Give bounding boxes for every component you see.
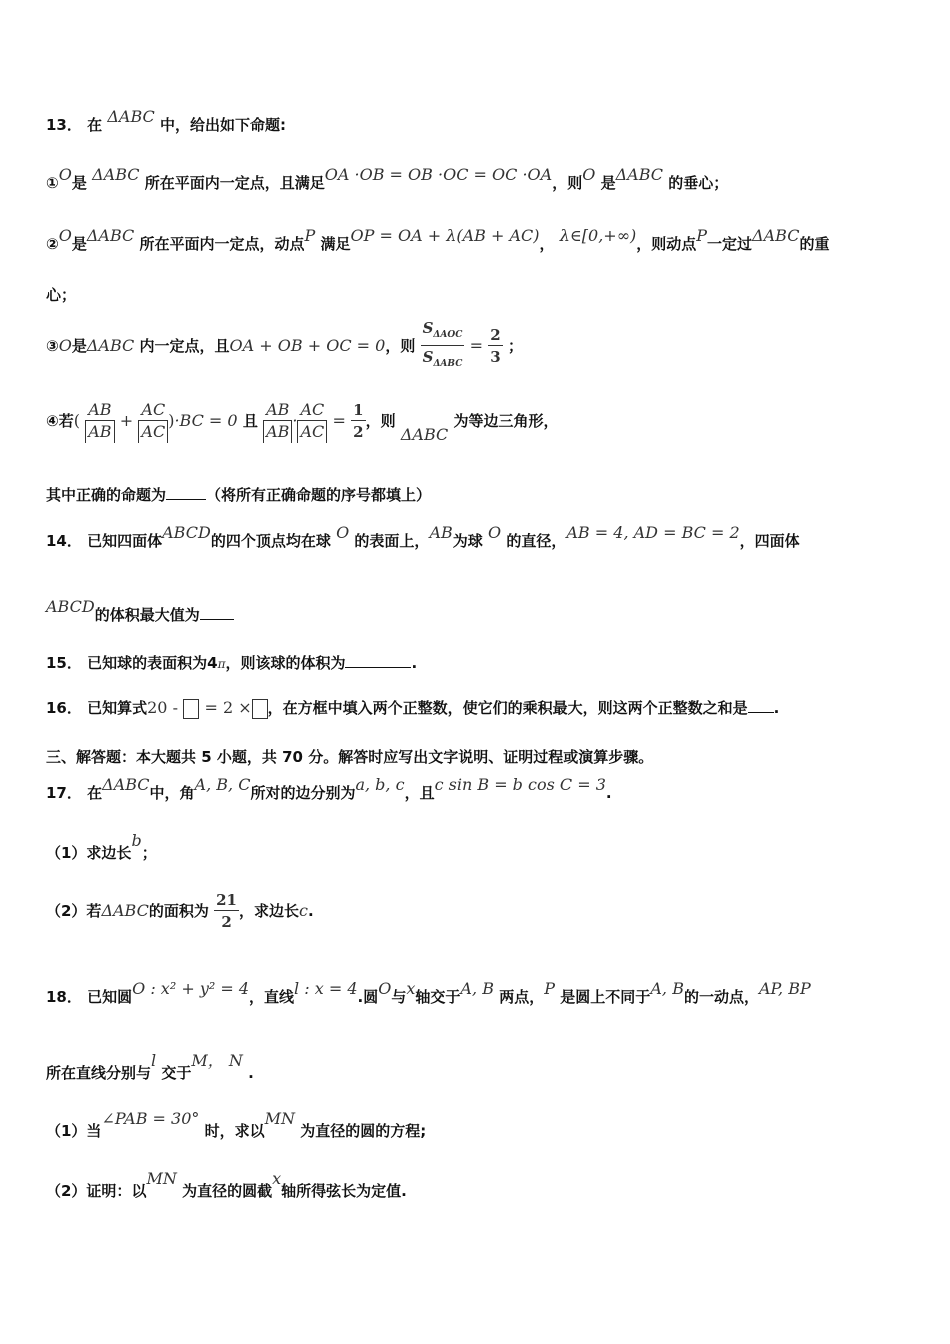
q17-sub-1: （1）求边长b； <box>46 831 157 862</box>
unit-vector-ac: $\frac{AC}{AC}$ <box>138 400 168 443</box>
unit-vector-ab: $\frac{AB}{AB}$ <box>85 400 114 443</box>
q16-stem: 16． 已知算式20 - = 2 × ，在方框中填入两个正整数，使它们的乘积最大，则这两个正整数之和是 . <box>46 698 780 717</box>
q17-sub-2: （2）若ΔABC的面积为 $\frac{21}{2}$ ，求边长c. <box>46 891 314 931</box>
question-number: 18． <box>46 988 82 1006</box>
q18-sub-1: （1）当∠PAB = 30° 时，求以MN 为直径的圆的方程; <box>46 1109 427 1140</box>
q13-proposition-1: ①O是 ΔABC 所在平面内一定点，且满足OA ·OB = OB ·OC = OC ·OA，则O 是ΔABC 的垂心； <box>46 165 729 192</box>
q17-stem: 17． 在ΔABC中，角A, B, C所对的边分别为a, b, c，且c sin B = b cos C = 3. <box>46 775 612 802</box>
q14-stem-cont: ABCD的体积最大值为 <box>46 604 234 625</box>
q18-sub-2: （2）证明：以MN 为直径的圆截x轴所得弦长为定值. <box>46 1169 407 1200</box>
blank-box-2 <box>252 699 268 719</box>
answer-blank <box>345 667 411 668</box>
q13-proposition-2-cont: 心； <box>46 286 77 304</box>
answer-blank <box>166 499 206 500</box>
q13-stem: 13． 在 ΔABC 中，给出如下命题: <box>46 107 286 134</box>
blank-box-1 <box>183 699 199 719</box>
q13-conclusion: 其中正确的命题为 （将所有正确命题的序号都填上） <box>46 486 432 504</box>
area-fraction: $\frac{21}{2}$ <box>216 891 237 931</box>
area-ratio-fraction: $\frac{S_{\Delta AOC}}{S_{\Delta ABC}}$ <box>422 319 463 369</box>
q14-stem: 14． 已知四面体ABCD的四个顶点均在球 O 的表面上，AB为球 O 的直径，AB = 4, AD = BC = 2，四面体 <box>46 523 800 550</box>
question-number: 17． <box>46 784 82 802</box>
q15-stem: 15． 已知球的表面积为4π，则该球的体积为 . <box>46 654 418 672</box>
unit-vector-ab-2: $\frac{AB}{AB}$ <box>263 400 292 443</box>
answer-blank <box>748 712 774 713</box>
question-number: 14． <box>46 532 82 550</box>
q18-stem-cont: 所在直线分别与l 交于M， N . <box>46 1051 254 1082</box>
half-fraction: $\frac{1}{2}$ <box>353 401 364 441</box>
question-number: 16． <box>46 699 82 717</box>
q18-stem: 18． 已知圆O : x² + y² = 4，直线l : x = 4.圆O与x轴交于A, B 两点，P 是圆上不同于A, B的一动点，AP, BP <box>46 979 811 1006</box>
two-thirds-fraction: $\frac{2}{3}$ <box>490 326 501 366</box>
answer-blank <box>200 619 234 620</box>
q13-proposition-4: ④若( $\frac{AB}{AB}$ + $\frac{AC}{AC}$ )·BC = 0 且 $\frac{AB}{AB}$ · $\frac{AC}{AC}$ = $\frac{1}{2}$ ，则 ΔABC 为等边三角形， <box>46 400 559 444</box>
unit-vector-ac-2: $\frac{AC}{AC}$ <box>297 400 327 443</box>
q13-proposition-2: ②O是ΔABC 所在平面内一定点，动点P 满足OP = OA + λ(AB + AC)， λ∈[0,+∞)，则动点P一定过ΔABC的重 <box>46 226 830 253</box>
question-number: 13． <box>46 116 82 134</box>
q13-proposition-3: ③O是ΔABC 内一定点，且OA + OB + OC = 0，则 $\frac{S_{\Delta AOC}}{S_{\Delta ABC}}$ = $\frac{2}{3}$ ； <box>46 318 523 375</box>
question-number: 15． <box>46 654 82 672</box>
section-heading: 三、解答题：本大题共 5 小题，共 70 分。解答时应写出文字说明、证明过程或演算步骤。 <box>46 748 654 766</box>
